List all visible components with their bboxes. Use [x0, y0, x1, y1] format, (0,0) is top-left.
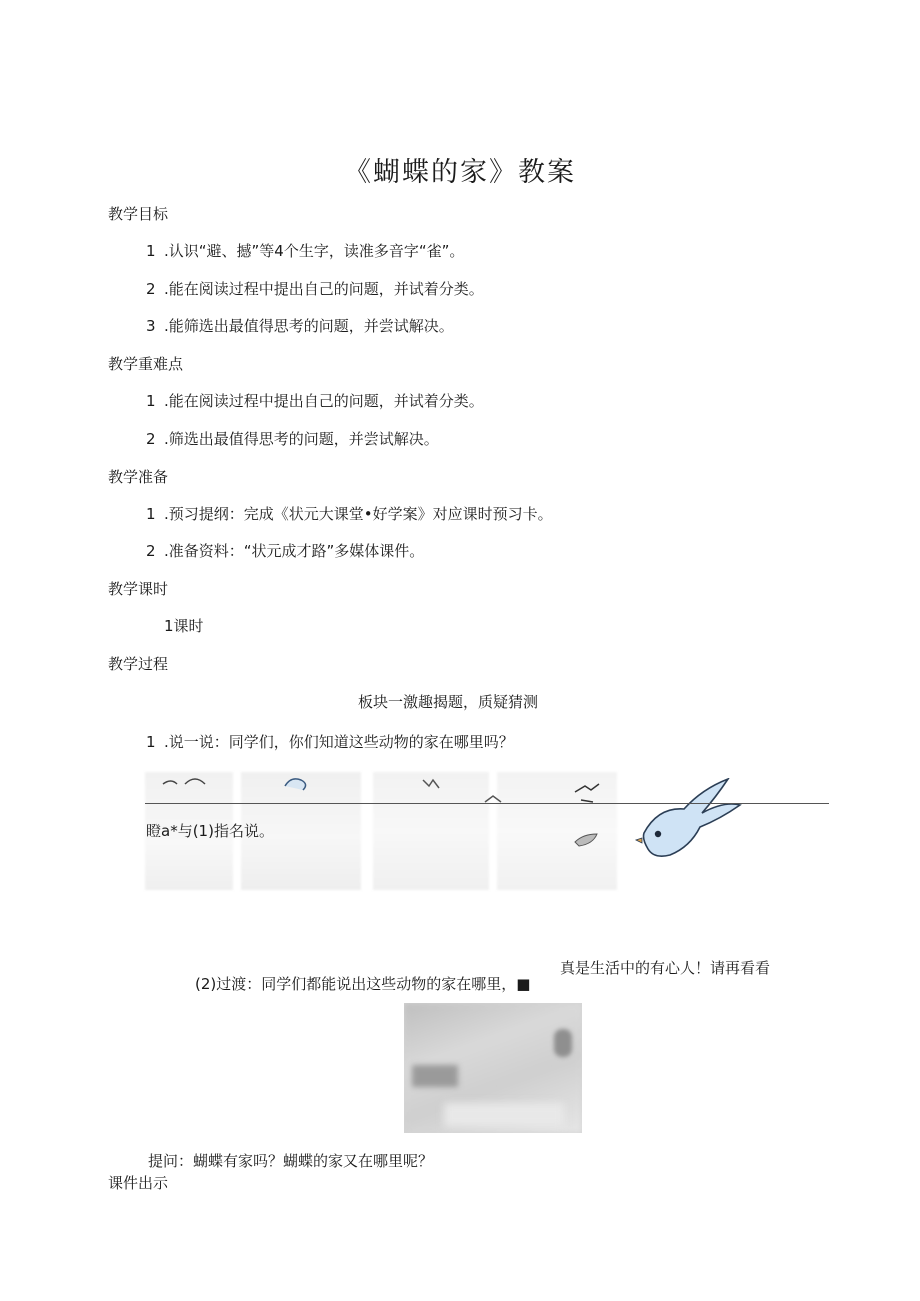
garbled-line: 瞪a*与(1)指名说。 [146, 822, 274, 840]
page-title: 《蝴蝶的家》教案 [344, 157, 576, 188]
block-title: 板块一激趣揭题，质疑猜测 [358, 693, 539, 711]
question-text: 提问：蝴蝶有家吗？蝴蝶的家又在哪里呢？ [148, 1152, 434, 1170]
goal-item-3-text: .能筛选出最值得思考的问题，并尝试解决。 [164, 317, 454, 335]
swallow-bird-image [634, 778, 744, 873]
section-heading-key-points: 教学重难点 [108, 355, 184, 373]
hours-value: 1课时 [164, 617, 204, 635]
transition-text-left: (2)过渡：同学们都能说出这些动物的家在哪里，■ [195, 975, 531, 993]
section-heading-process: 教学过程 [108, 655, 169, 673]
goal-item-2-num: 2 [146, 280, 156, 298]
goal-item-2 [146, 278, 484, 299]
key-point-item-1 [146, 390, 484, 411]
goal-item-3-num: 3 [146, 317, 156, 335]
prep-item-2-text: .准备资料：“状元成才路”多媒体课件。 [164, 542, 425, 560]
process-step-1 [146, 731, 514, 752]
process-step-1-num: 1 [146, 733, 156, 751]
prep-item-2 [146, 540, 424, 561]
key-point-item-2 [146, 428, 439, 449]
section-heading-preparation: 教学准备 [108, 468, 169, 486]
goal-item-2-text: .能在阅读过程中提出自己的问题，并试着分类。 [164, 280, 484, 298]
section-heading-hours: 教学课时 [108, 580, 169, 598]
butterfly-home-photo [404, 1003, 582, 1133]
goal-item-3 [146, 315, 454, 336]
goal-item-1-text: .认识“避、撼”等4个生字，读准多音字“雀”。 [164, 242, 465, 260]
transition-text-right: 真是生活中的有心人！请再看看 [560, 959, 771, 977]
prep-item-1-text: .预习提纲：完成《状元大课堂•好学案》对应课时预习卡。 [164, 505, 553, 523]
key-point-item-1-text: .能在阅读过程中提出自己的问题，并试着分类。 [164, 392, 484, 410]
prep-item-1-num: 1 [146, 505, 156, 523]
key-point-item-2-text: .筛选出最值得思考的问题，并尝试解决。 [164, 430, 439, 448]
goal-item-1 [146, 240, 464, 261]
courseware-label: 课件出示 [108, 1174, 169, 1192]
prep-item-1 [146, 503, 553, 524]
goal-item-1-num: 1 [146, 242, 156, 260]
prep-item-2-num: 2 [146, 542, 156, 560]
horizontal-rule [145, 803, 829, 804]
key-point-item-2-num: 2 [146, 430, 156, 448]
section-heading-goals: 教学目标 [108, 205, 169, 223]
key-point-item-1-num: 1 [146, 392, 156, 410]
process-step-1-text: .说一说：同学们，你们知道这些动物的家在哪里吗？ [164, 733, 514, 751]
